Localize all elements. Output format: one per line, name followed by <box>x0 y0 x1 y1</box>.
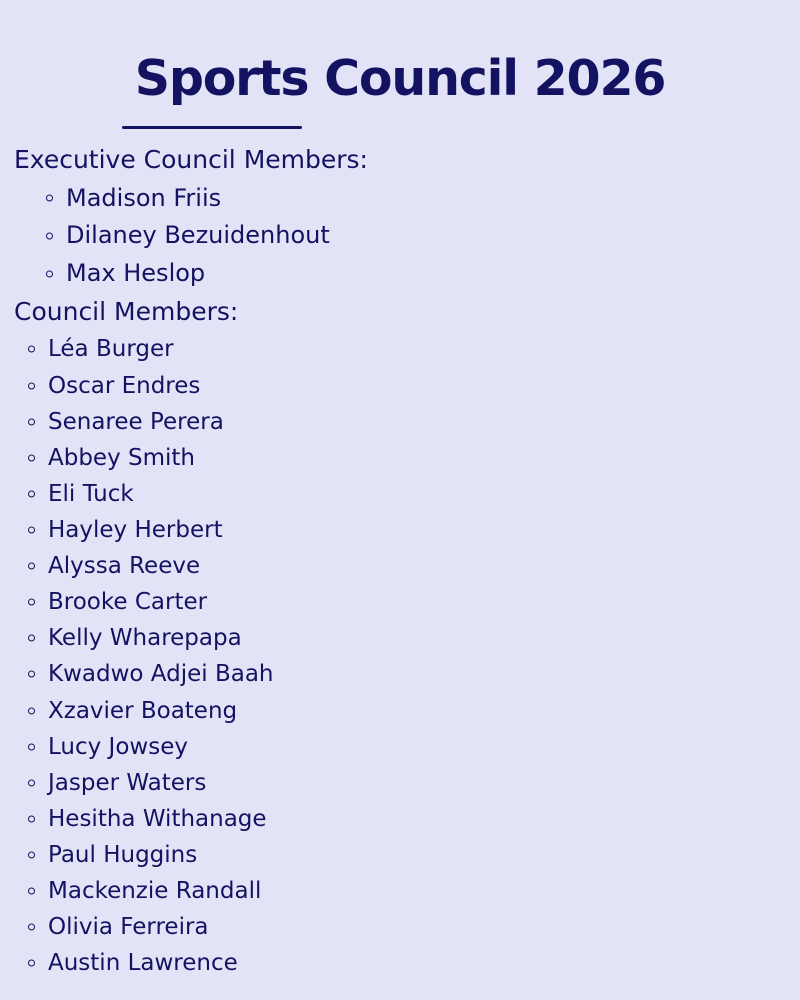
list-item: Hesitha Withanage <box>20 801 800 837</box>
list-item: Dilaney Bezuidenhout <box>38 217 800 255</box>
list-item: Jasper Waters <box>20 765 800 801</box>
list-item: Austin Lawrence <box>20 945 800 981</box>
list-item: Abbey Smith <box>20 440 800 476</box>
council-member-list <box>20 331 800 981</box>
executive-member-list <box>38 180 800 293</box>
list-item: Max Heslop <box>38 255 800 293</box>
list-item: Senaree Perera <box>20 404 800 440</box>
list-item: Paul Huggins <box>20 837 800 873</box>
executive-section-heading: Executive Council Members: <box>14 144 368 174</box>
council-section-heading: Council Members: <box>14 296 239 326</box>
list-item: Olivia Ferreira <box>20 909 800 945</box>
list-item: Lucy Jowsey <box>20 729 800 765</box>
list-item: Kelly Wharepapa <box>20 620 800 656</box>
list-item: Mackenzie Randall <box>20 873 800 909</box>
list-item: Kwadwo Adjei Baah <box>20 656 800 692</box>
list-item: Brooke Carter <box>20 584 800 620</box>
list-item: Eli Tuck <box>20 476 800 512</box>
list-item: Madison Friis <box>38 180 800 218</box>
list-item: Oscar Endres <box>20 368 800 404</box>
list-item: Xzavier Boateng <box>20 693 800 729</box>
page-title: Sports Council 2026 <box>134 50 666 107</box>
document-content <box>0 129 800 981</box>
list-item: Alyssa Reeve <box>20 548 800 584</box>
list-item: Léa Burger <box>20 331 800 367</box>
list-item: Hayley Herbert <box>20 512 800 548</box>
